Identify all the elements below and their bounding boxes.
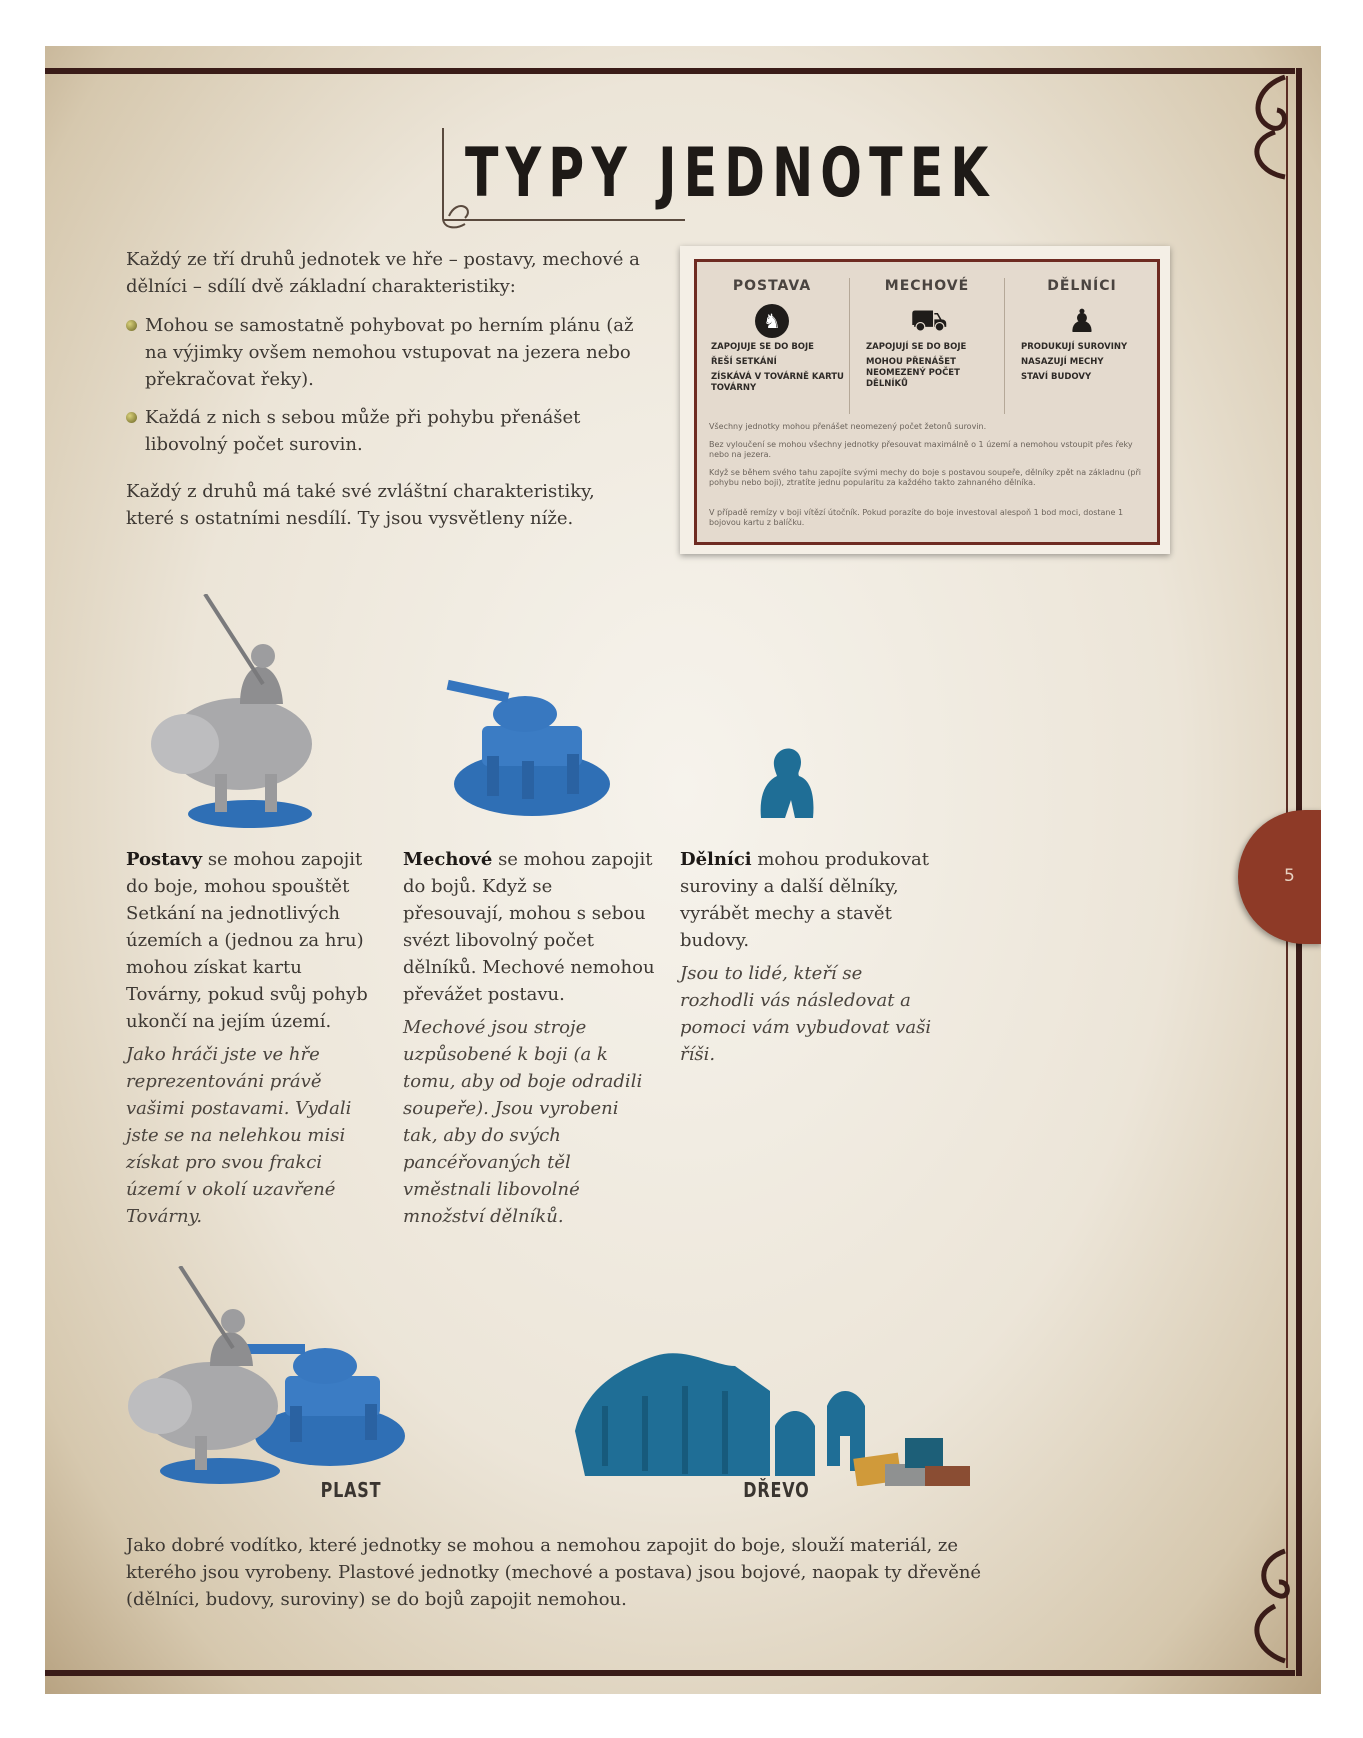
card-inner	[694, 259, 1160, 545]
card-item: PRODUKUJÍ SUROVINY	[1021, 342, 1128, 352]
corner-ornament-top-icon	[1235, 72, 1295, 182]
drevo-label: DŘEVO	[743, 1478, 810, 1502]
card-item: STAVÍ BUDOVY	[1021, 372, 1092, 382]
postavy-term: Postavy	[126, 849, 203, 870]
card-item: NASAZUJÍ MECHY	[1021, 357, 1104, 367]
mechove-text: se mohou zapojit do bojů. Když se přesouvají, mohou s sebou svézt libovolný počet dělníků. Mechové nemohou převážet postavu.	[403, 849, 655, 1005]
intro-paragraph: Každý ze tří druhů jednotek ve hře – postavy, mechové a dělníci – sdílí dvě základní charakteristiky:	[126, 249, 640, 297]
bullet-item	[126, 312, 646, 393]
mech-miniature-image	[437, 666, 617, 826]
bottom-paragraph: Jako dobré vodítko, které jednotky se mohou a nemohou zapojit do boje, slouží materiál, ze kterého jsou vyrobeny. Plastové jednotky (mechové a postava) jsou bojové, naopak ty dřevěné (dělníci, budovy, suroviny) se do bojů zapojit nemohou.	[126, 1535, 982, 1610]
card-divider	[1004, 278, 1005, 414]
card-heading: DĚLNÍCI	[1047, 278, 1117, 294]
column-postavy	[126, 846, 381, 1230]
card-item: ZAPOJUJÍ SE DO BOJE	[866, 342, 967, 352]
plast-label: PLAST	[320, 1478, 382, 1502]
card-note: Bez vyloučení se mohou všechny jednotky přesouvat maximálně o 1 území a nemohou vstoupit přes řeky nebo na jezera.	[709, 440, 1133, 459]
page-number: 5	[1284, 866, 1295, 886]
mechove-term: Mechové	[403, 849, 493, 870]
bullet-text: Každá z nich s sebou může při pohybu přenášet libovolný počet surovin.	[145, 407, 581, 455]
delnici-term: Dělníci	[680, 849, 752, 870]
card-item: ŘEŠÍ SETKÁNÍ	[711, 357, 777, 367]
plastic-units-image	[125, 1266, 425, 1496]
frame-top-border	[45, 68, 1295, 74]
postavy-flavor-text: Jako hráči jste ve hře reprezentováni právě vašimi postavami. Vydali jste se na nelehkou misi získat pro svou frakci území v okolí uzavřené Továrny.	[126, 1044, 352, 1227]
card-note: Všechny jednotky mohou přenášet neomezený počet žetonů surovin.	[709, 422, 987, 431]
wooden-components-image	[565, 1346, 975, 1486]
corner-ornament-bottom-icon	[1235, 1546, 1295, 1666]
delnici-description	[680, 846, 935, 954]
card-item: ZAPOJUJE SE DO BOJE	[711, 342, 814, 352]
column-mechove	[403, 846, 658, 1230]
mech-icon: ⛟	[910, 303, 948, 338]
delnici-flavor-text: Jsou to lidé, kteří se rozhodli vás následovat a pomoci vám vybudovat vaši říši.	[680, 963, 932, 1065]
column-delnici	[680, 846, 935, 1068]
postavy-text: se mohou zapojit do boje, mohou spouštět Setkání na jednotlivých územích a (jednou za hru) mohou získat kartu Továrny, pokud svůj pohyb ukončí na jejím území.	[126, 849, 368, 1032]
card-note: V případě remízy v boji vítězí útočník. Pokud porazíte do boje investoval alespoň 1 bod moci, dostane 1 bojovou kartu z balíčku.	[709, 508, 1124, 527]
delnici-text: mohou produkovat suroviny a další dělníky, vyrábět mechy a stavět budovy.	[680, 849, 929, 951]
worker-meeple-image	[755, 746, 825, 826]
character-icon: ♞	[755, 304, 789, 338]
intro-after-paragraph: Každý z druhů má také své zvláštní charakteristiky, které s ostatními nesdílí. Ty jsou vysvětleny níže.	[126, 481, 595, 529]
card-heading: MECHOVÉ	[884, 278, 970, 294]
mechove-flavor-text: Mechové jsou stroje uzpůsobené k boji (a k tomu, aby od boje odradili soupeře). Jsou vyrobeni tak, aby do svých pancéřovaných těl vměstnali libovolné množství dělníků.	[403, 1017, 643, 1227]
character-miniature-image	[145, 594, 345, 834]
unit-reference-card	[680, 246, 1170, 554]
card-item: MOHOU PŘENÁŠET NEOMEZENÝ POČET DĚLNÍKŮ	[866, 357, 960, 389]
bullet-item	[126, 404, 646, 458]
postavy-description	[126, 846, 381, 1035]
card-note: Když se během svého tahu zapojíte svými mechy do boje s postavou soupeře, dělníky zpět na základnu (při pohybu nebo boji), ztratíte jednu popularitu za každého takto zahnaného dělníka.	[709, 468, 1142, 487]
frame-bottom-border	[45, 1670, 1295, 1676]
card-heading: POSTAVA	[732, 278, 812, 294]
card-item: ZÍSKÁVÁ V TOVÁRNĚ KARTU TOVÁRNY	[711, 372, 844, 393]
bullet-dot-icon	[126, 412, 137, 423]
page-number-tab	[1238, 810, 1321, 944]
worker-icon: ♟	[1067, 302, 1097, 340]
bullet-text: Mohou se samostatně pohybovat po herním plánu (až na výjimky ovšem nemohou vstupovat na jezera nebo překračovat řeky).	[145, 315, 634, 390]
card-column-delnici	[1007, 278, 1157, 383]
card-column-mechove	[852, 278, 1002, 390]
bullet-dot-icon	[126, 320, 137, 331]
page-title: TYPY JEDNOTEK	[465, 134, 996, 213]
card-divider	[849, 278, 850, 414]
rulebook-page	[45, 46, 1321, 1694]
mechove-description	[403, 846, 658, 1008]
card-column-postava	[697, 278, 847, 394]
